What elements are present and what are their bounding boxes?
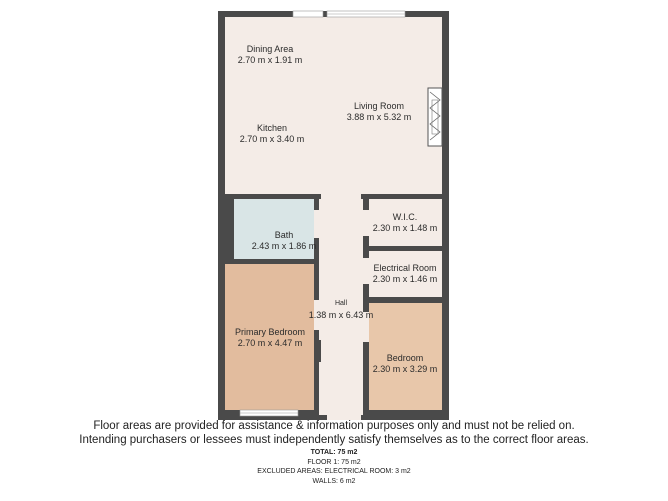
hall-name: Hall bbox=[334, 300, 348, 307]
total-area: TOTAL: 75 m2 bbox=[310, 449, 358, 456]
primary-bedroom-label bbox=[235, 327, 305, 349]
walls-area: WALLS: 6 m2 bbox=[312, 477, 356, 485]
fireplace-icon bbox=[428, 88, 442, 146]
dining-area-name: Dining Area bbox=[246, 44, 294, 54]
hall-label bbox=[309, 297, 374, 321]
wic-dims: 2.30 m x 1.48 m bbox=[372, 223, 438, 233]
window-bottom bbox=[240, 410, 298, 416]
wic-name: W.I.C. bbox=[392, 212, 418, 222]
kitchen-dims: 2.70 m x 3.40 m bbox=[239, 134, 305, 144]
bath-label bbox=[252, 230, 317, 252]
electrical-room-label bbox=[373, 263, 438, 285]
disclaimer bbox=[0, 419, 668, 447]
bath-dims: 2.43 m x 1.86 m bbox=[251, 241, 317, 251]
living-room-dims: 3.88 m x 5.32 m bbox=[346, 112, 412, 122]
primary-bedroom-name: Primary Bedroom bbox=[234, 327, 306, 337]
hall-closet-inset bbox=[314, 340, 321, 362]
hall-opening bbox=[321, 194, 361, 199]
hall-dims: 1.38 m x 6.43 m bbox=[308, 310, 374, 320]
disclaimer-line-2: Intending purchasers or lessees must independently satisfy themselves as to the correct floor areas. bbox=[79, 434, 589, 446]
disclaimer-line-1: Floor areas are provided for assistance & information purposes only and must not be relied on. bbox=[93, 420, 575, 432]
electrical-room-dims: 2.30 m x 1.46 m bbox=[372, 274, 438, 284]
electrical-room-name: Electrical Room bbox=[373, 263, 437, 273]
bath-wall-inset bbox=[225, 199, 234, 259]
window-top bbox=[293, 11, 405, 17]
electrical-room-door bbox=[363, 258, 369, 284]
living-room-label bbox=[347, 101, 412, 123]
floor-1-area: FLOOR 1: 75 m2 bbox=[307, 458, 361, 466]
kitchen-name: Kitchen bbox=[256, 123, 288, 133]
bedroom-dims: 2.30 m x 3.29 m bbox=[372, 364, 438, 374]
dining-area-dims: 2.70 m x 1.91 m bbox=[237, 55, 303, 65]
bedroom-name: Bedroom bbox=[386, 353, 424, 363]
area-totals bbox=[0, 448, 668, 486]
wic-door bbox=[363, 210, 369, 236]
excluded-areas: EXCLUDED AREAS: ELECTRICAL ROOM: 3 m2 bbox=[257, 468, 411, 475]
wic-label bbox=[373, 212, 438, 234]
living-room-name: Living Room bbox=[353, 101, 405, 111]
kitchen-label bbox=[240, 123, 305, 145]
primary-bedroom-dims: 2.70 m x 4.47 m bbox=[237, 338, 303, 348]
bath-name: Bath bbox=[274, 230, 294, 240]
dining-area-label bbox=[238, 44, 303, 66]
bedroom-label bbox=[373, 353, 438, 375]
